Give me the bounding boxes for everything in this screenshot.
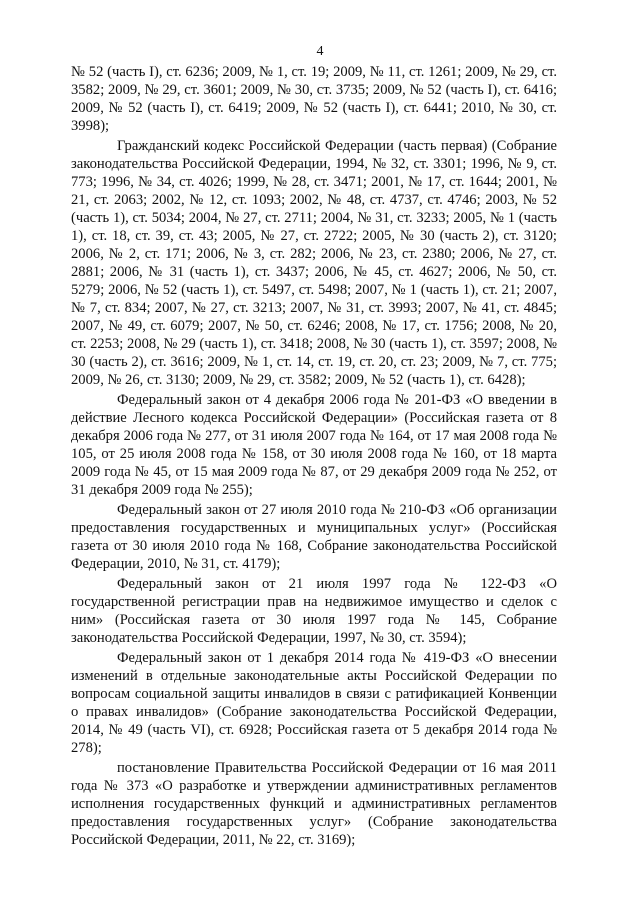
paragraph-law-419-fz: Федеральный закон от 1 декабря 2014 года № 419-ФЗ «О внесении изменений в отдельные законодательные акты Российской Федерации по вопросам социальной защиты инвалидов в связи с ратификацией Конвенции о правах инвалидов» (Собрание законодательства Российской Федерации, 2014, № 49 (часть VI), ст. 6928; Российская газета от 5 декабря 2014 года № 278);: [71, 650, 557, 756]
paragraph-continuation: № 52 (часть I), ст. 6236; 2009, № 1, ст. 19; 2009, № 11, ст. 1261; 2009, № 29, ст. 3582; 2009, № 29, ст. 3601; 2009, № 30, ст. 3735; 2009, № 52 (часть I), ст. 6416; 2009, № 52 (часть I), ст. 6419; 2009, № 52 (часть I), ст. 6441; 2010, № 30, ст. 3998);: [71, 64, 557, 134]
paragraph-civil-code: Гражданский кодекс Российской Федерации (часть первая) (Собрание законодательства Российской Федерации, 1994, № 32, ст. 3301; 1996, № 9, ст. 773; 1996, № 34, ст. 4026; 1999, № 28, ст. 3471; 2001, № 17, ст. 1644; 2001, № 21, ст. 2063; 2002, № 12, ст. 1093; 2002, № 48, ст. 4737, ст. 4746; 2003, № 52 (часть 1), ст. 5034; 2004, № 27, ст. 2711; 2004, № 31, ст. 3233; 2005, № 1 (часть 1), ст. 18, ст. 39, ст. 43; 2005, № 27, ст. 2722; 2005, № 30 (часть 2), ст. 3120; 2006, № 2, ст. 171; 2006, № 3, ст. 282; 2006, № 23, ст. 2380; 2006, № 27, ст. 2881; 2006, № 31 (часть 1), ст. 3437; 2006, № 45, ст. 4627; 2006, № 50, ст. 5279; 2006, № 52 (часть 1), ст. 5497, ст. 5498; 2007, № 1 (часть 1), ст. 21; 2007, № 7, ст. 834; 2007, № 27, ст. 3213; 2007, № 31, ст. 3993; 2007, № 41, ст. 4845; 2007, № 49, ст. 6079; 2007, № 50, ст. 6246; 2008, № 17, ст. 1756; 2008, № 20, ст. 2253; 2008, № 29 (часть 1), ст. 3418; 2008, № 30 (часть 1), ст. 3597; 2008, № 30 (часть 2), ст. 3616; 2009, № 1, ст. 14, ст. 19, ст. 20, ст. 23; 2009, № 7, ст. 775; 2009, № 26, ст. 3130; 2009, № 29, ст. 3582; 2009, № 52 (часть 1), ст. 6428);: [71, 138, 557, 388]
document-body: [71, 63, 557, 851]
page-number: 4: [316, 44, 324, 59]
paragraph-law-201-fz: Федеральный закон от 4 декабря 2006 года № 201-ФЗ «О введении в действие Лесного кодекса Российской Федерации» (Российская газета от 8 декабря 2006 года № 277, от 31 июля 2007 года № 164, от 17 мая 2008 года № 105, от 25 июля 2008 года № 158, от 30 июля 2008 года № 160, от 18 марта 2009 года № 45, от 15 мая 2009 года № 87, от 29 декабря 2009 года № 252, от 31 декабря 2009 года № 255);: [71, 392, 557, 498]
paragraph-law-122-fz: Федеральный закон от 21 июля 1997 года № 122-ФЗ «О государственной регистрации прав на недвижимое имущество и сделок с ним» (Российская газета от 30 июля 1997 года № 145, Собрание законодательства Российской Федерации, 1997, № 30, ст. 3594);: [71, 576, 557, 646]
paragraph-law-210-fz: Федеральный закон от 27 июля 2010 года № 210-ФЗ «Об организации предоставления государственных и муниципальных услуг» (Российская газета от 30 июля 2010 года № 168, Собрание законодательства Российской Федерации, 2010, № 31, ст. 4179);: [71, 502, 557, 572]
paragraph-resolution-373: постановление Правительства Российской Федерации от 16 мая 2011 года № 373 «О разработке и утверждении административных регламентов исполнения государственных функций и административных регламентов предоставления государственных услуг» (Собрание законодательства Российской Федерации, 2011, № 22, ст. 3169);: [71, 760, 557, 848]
